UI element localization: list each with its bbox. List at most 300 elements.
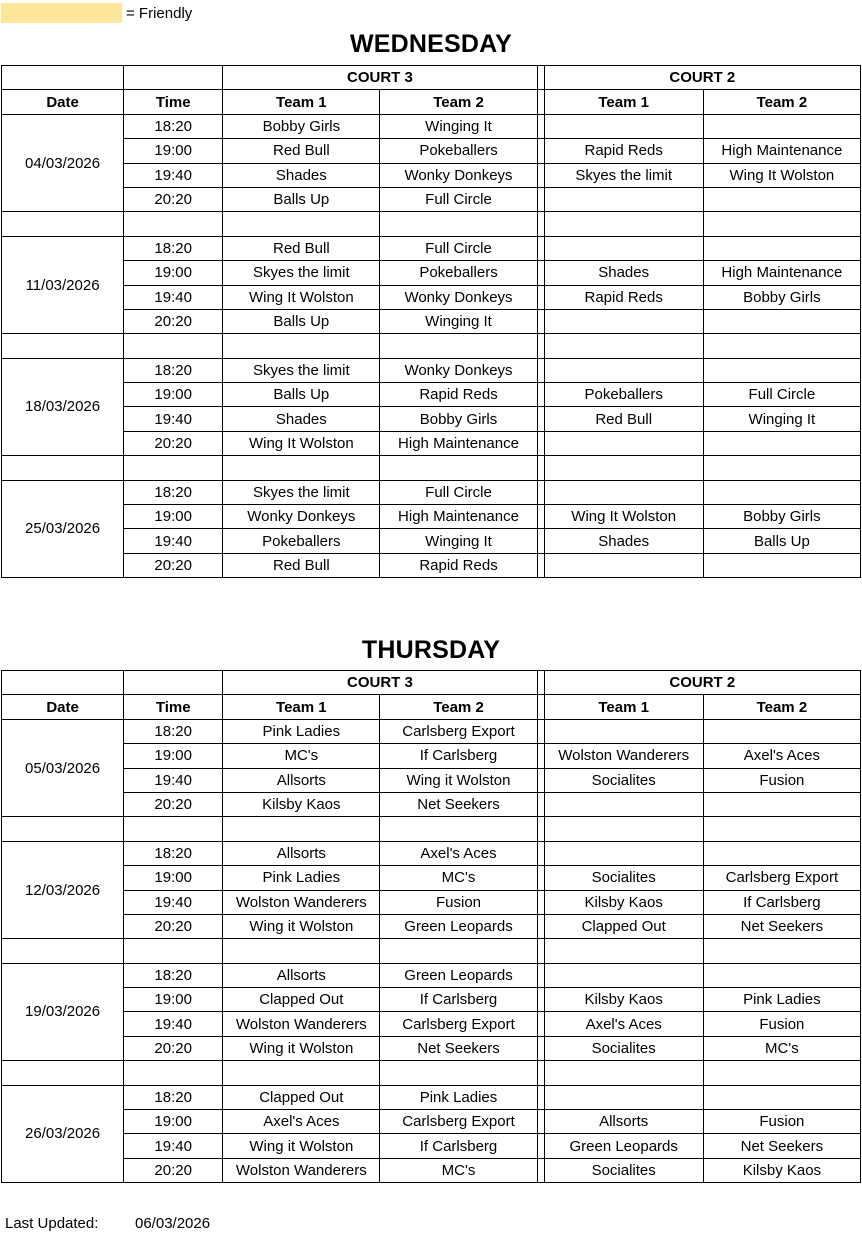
court2-team1-cell: Pokeballers — [544, 383, 703, 407]
court-gap — [537, 553, 544, 577]
time-cell: 19:00 — [124, 505, 223, 529]
spacer-cell — [223, 939, 380, 963]
court-gap — [537, 744, 544, 768]
fixture-row — [2, 505, 861, 529]
court3-team1-cell: Skyes the limit — [223, 480, 380, 504]
court-gap — [537, 890, 544, 914]
fixture-row — [2, 914, 861, 938]
court2-team1-cell: Shades — [544, 529, 703, 553]
court-gap — [537, 480, 544, 504]
spacer-cell — [703, 817, 860, 841]
time-cell: 19:00 — [124, 139, 223, 163]
court2-team1-cell — [544, 309, 703, 333]
court2-team2-cell: High Maintenance — [703, 139, 860, 163]
court3-team1-cell: Wing it Wolston — [223, 914, 380, 938]
last-updated-label: Last Updated: — [5, 1215, 99, 1232]
court2-team2-cell: If Carlsberg — [703, 890, 860, 914]
time-cell: 20:20 — [124, 309, 223, 333]
court-gap — [537, 90, 544, 114]
fixture-row — [2, 139, 861, 163]
court3-header: COURT 3 — [223, 66, 537, 90]
date-cell: 12/03/2026 — [2, 841, 124, 939]
spacer-cell — [124, 939, 223, 963]
time-cell: 19:00 — [124, 744, 223, 768]
court3-team2-cell: Wing it Wolston — [380, 768, 537, 792]
court2-team1-cell: Wolston Wanderers — [544, 744, 703, 768]
date-cell: 04/03/2026 — [2, 114, 124, 212]
court3-team1-cell: Balls Up — [223, 309, 380, 333]
fixture-row — [2, 963, 861, 987]
court2-team1-cell: Clapped Out — [544, 914, 703, 938]
spacer-cell — [544, 939, 703, 963]
fixture-row — [2, 792, 861, 816]
time-cell: 20:20 — [124, 1036, 223, 1060]
fixture-row — [2, 431, 861, 455]
court-gap — [537, 1158, 544, 1182]
court2-team1-cell: Kilsby Kaos — [544, 890, 703, 914]
court3-team1-cell: Wing it Wolston — [223, 1036, 380, 1060]
court3-team2-cell: Winging It — [380, 309, 537, 333]
court-gap — [537, 841, 544, 865]
spacer-cell — [2, 456, 124, 480]
fixture-row — [2, 719, 861, 743]
court2-team1-cell — [544, 1085, 703, 1109]
court-gap — [537, 768, 544, 792]
court3-team2-cell: Winging It — [380, 114, 537, 138]
fixture-row — [2, 407, 861, 431]
court2-team1-cell: Kilsby Kaos — [544, 988, 703, 1012]
spacer-row — [2, 939, 861, 963]
date-cell: 25/03/2026 — [2, 480, 124, 578]
court-gap — [537, 358, 544, 382]
court3-team2-cell: Net Seekers — [380, 1036, 537, 1060]
court2-team1-cell: Axel's Aces — [544, 1012, 703, 1036]
spacer-cell — [2, 212, 124, 236]
court3-team2-cell: High Maintenance — [380, 431, 537, 455]
court-gap — [537, 939, 544, 963]
court-gap — [537, 817, 544, 841]
court2-team2-cell: Net Seekers — [703, 914, 860, 938]
court3-team2-cell: Winging It — [380, 529, 537, 553]
court-gap — [537, 187, 544, 211]
court3-team2-cell: If Carlsberg — [380, 1134, 537, 1158]
court3-team2-cell: Pokeballers — [380, 139, 537, 163]
court2-team1-cell: Socialites — [544, 1036, 703, 1060]
spacer-cell — [380, 334, 537, 358]
blank-header-cell — [2, 671, 124, 695]
time-cell: 19:40 — [124, 285, 223, 309]
court2-team2-cell — [703, 309, 860, 333]
court2-team2-cell: Kilsby Kaos — [703, 1158, 860, 1182]
court3-team2-cell: Wonky Donkeys — [380, 358, 537, 382]
blank-header-cell — [2, 66, 124, 90]
court2-team2-cell: MC's — [703, 1036, 860, 1060]
time-cell: 19:00 — [124, 383, 223, 407]
court3-team2-cell: MC's — [380, 1158, 537, 1182]
court2-team1-cell: Rapid Reds — [544, 139, 703, 163]
court3-team1-header: Team 1 — [223, 90, 380, 114]
court2-team1-cell: Skyes the limit — [544, 163, 703, 187]
court2-team1-cell — [544, 431, 703, 455]
spacer-cell — [703, 939, 860, 963]
court3-team1-cell: Kilsby Kaos — [223, 792, 380, 816]
court2-team1-header: Team 1 — [544, 90, 703, 114]
court3-team1-cell: Axel's Aces — [223, 1110, 380, 1134]
court3-team2-cell: Carlsberg Export — [380, 1110, 537, 1134]
spacer-cell — [380, 456, 537, 480]
time-cell: 20:20 — [124, 187, 223, 211]
court3-team1-cell: Wolston Wanderers — [223, 1158, 380, 1182]
court2-team1-cell: Socialites — [544, 866, 703, 890]
fixture-row — [2, 1134, 861, 1158]
spacer-cell — [703, 1061, 860, 1085]
fixture-row — [2, 529, 861, 553]
fixture-row — [2, 236, 861, 260]
court-gap — [537, 334, 544, 358]
spacer-cell — [544, 334, 703, 358]
court2-team2-cell — [703, 480, 860, 504]
wednesday-title: WEDNESDAY — [349, 30, 513, 58]
court-gap — [537, 505, 544, 529]
time-cell: 18:20 — [124, 358, 223, 382]
court2-team1-header: Team 1 — [544, 695, 703, 719]
spacer-cell — [124, 817, 223, 841]
fixture-row — [2, 744, 861, 768]
spacer-cell — [223, 212, 380, 236]
court2-team2-cell — [703, 236, 860, 260]
court-gap — [537, 1085, 544, 1109]
spacer-cell — [703, 212, 860, 236]
time-cell: 19:40 — [124, 768, 223, 792]
court2-team2-cell — [703, 1085, 860, 1109]
court3-team1-cell: Bobby Girls — [223, 114, 380, 138]
court2-team2-cell — [703, 114, 860, 138]
court3-team1-cell: Clapped Out — [223, 1085, 380, 1109]
court3-team1-cell: Balls Up — [223, 383, 380, 407]
court-header-row — [2, 671, 861, 695]
spacer-cell — [544, 456, 703, 480]
court-gap — [537, 792, 544, 816]
time-cell: 20:20 — [124, 553, 223, 577]
court3-team2-cell: Net Seekers — [380, 792, 537, 816]
court3-team1-cell: Skyes the limit — [223, 261, 380, 285]
spacer-cell — [544, 1061, 703, 1085]
court-gap — [537, 66, 544, 90]
court2-team1-cell: Socialites — [544, 1158, 703, 1182]
court2-team2-cell: Pink Ladies — [703, 988, 860, 1012]
fixture-row — [2, 383, 861, 407]
fixture-row — [2, 358, 861, 382]
fixture-row — [2, 768, 861, 792]
court3-team1-cell: Wolston Wanderers — [223, 1012, 380, 1036]
date-column-header: Date — [2, 695, 124, 719]
time-cell: 18:20 — [124, 963, 223, 987]
spacer-cell — [544, 212, 703, 236]
court3-team1-cell: MC's — [223, 744, 380, 768]
fixture-row — [2, 1085, 861, 1109]
court-gap — [537, 963, 544, 987]
blank-header-cell — [124, 671, 223, 695]
time-cell: 18:20 — [124, 1085, 223, 1109]
court2-team2-cell: Fusion — [703, 768, 860, 792]
court3-team1-cell: Allsorts — [223, 963, 380, 987]
court2-header: COURT 2 — [544, 66, 860, 90]
court2-team2-cell — [703, 792, 860, 816]
court3-team1-header: Team 1 — [223, 695, 380, 719]
court3-team2-cell: Pokeballers — [380, 261, 537, 285]
spacer-cell — [124, 212, 223, 236]
court3-team1-cell: Allsorts — [223, 841, 380, 865]
fixture-row — [2, 309, 861, 333]
court3-team1-cell: Skyes the limit — [223, 358, 380, 382]
court-gap — [537, 866, 544, 890]
court2-team2-cell: Axel's Aces — [703, 744, 860, 768]
court3-team2-cell: If Carlsberg — [380, 744, 537, 768]
court3-team1-cell: Red Bull — [223, 236, 380, 260]
court-gap — [537, 407, 544, 431]
court-gap — [537, 139, 544, 163]
court2-team2-cell: Full Circle — [703, 383, 860, 407]
time-cell: 19:00 — [124, 988, 223, 1012]
court-gap — [537, 431, 544, 455]
thursday-title: THURSDAY — [361, 636, 501, 664]
court2-team1-cell: Green Leopards — [544, 1134, 703, 1158]
legend-label: = Friendly — [126, 4, 193, 22]
time-cell: 20:20 — [124, 914, 223, 938]
friendly-color-swatch — [1, 3, 122, 23]
fixture-row — [2, 890, 861, 914]
court-gap — [537, 1134, 544, 1158]
fixture-row — [2, 988, 861, 1012]
court3-team2-cell: Axel's Aces — [380, 841, 537, 865]
court3-team1-cell: Pink Ladies — [223, 719, 380, 743]
court-gap — [537, 114, 544, 138]
court-gap — [537, 1036, 544, 1060]
court2-team2-cell: Winging It — [703, 407, 860, 431]
court2-team1-cell — [544, 358, 703, 382]
court2-team2-cell — [703, 963, 860, 987]
court-gap — [537, 261, 544, 285]
court3-team2-cell: Rapid Reds — [380, 553, 537, 577]
time-cell: 19:40 — [124, 1134, 223, 1158]
court2-team1-cell: Allsorts — [544, 1110, 703, 1134]
spacer-cell — [223, 1061, 380, 1085]
fixture-row — [2, 163, 861, 187]
date-cell: 19/03/2026 — [2, 963, 124, 1061]
time-cell: 19:40 — [124, 407, 223, 431]
spacer-cell — [703, 334, 860, 358]
time-column-header: Time — [124, 90, 223, 114]
fixture-row — [2, 1158, 861, 1182]
court2-team2-cell: High Maintenance — [703, 261, 860, 285]
court3-team2-cell: Green Leopards — [380, 963, 537, 987]
date-cell: 11/03/2026 — [2, 236, 124, 334]
court2-team1-cell — [544, 841, 703, 865]
court3-team1-cell: Allsorts — [223, 768, 380, 792]
time-column-header: Time — [124, 695, 223, 719]
fixture-row — [2, 187, 861, 211]
spacer-cell — [380, 212, 537, 236]
court2-team2-header: Team 2 — [703, 90, 860, 114]
date-cell: 05/03/2026 — [2, 719, 124, 817]
time-cell: 19:00 — [124, 866, 223, 890]
court-gap — [537, 988, 544, 1012]
court-gap — [537, 719, 544, 743]
court3-team2-cell: If Carlsberg — [380, 988, 537, 1012]
court3-team2-cell: Wonky Donkeys — [380, 163, 537, 187]
spacer-cell — [124, 1061, 223, 1085]
court-gap — [537, 1061, 544, 1085]
footer — [5, 1215, 211, 1232]
time-cell: 20:20 — [124, 792, 223, 816]
time-cell: 18:20 — [124, 236, 223, 260]
time-cell: 20:20 — [124, 431, 223, 455]
spacer-cell — [2, 817, 124, 841]
court2-team2-cell: Bobby Girls — [703, 505, 860, 529]
spacer-cell — [544, 817, 703, 841]
court2-team2-cell — [703, 553, 860, 577]
time-cell: 18:20 — [124, 480, 223, 504]
court3-team2-cell: Carlsberg Export — [380, 719, 537, 743]
time-cell: 18:20 — [124, 114, 223, 138]
court2-header: COURT 2 — [544, 671, 860, 695]
court-gap — [537, 285, 544, 309]
court2-team2-cell: Carlsberg Export — [703, 866, 860, 890]
court2-team2-cell: Fusion — [703, 1110, 860, 1134]
court-gap — [537, 163, 544, 187]
court2-team2-cell — [703, 358, 860, 382]
court3-team2-cell: Full Circle — [380, 480, 537, 504]
fixture-row — [2, 866, 861, 890]
fixture-row — [2, 285, 861, 309]
court-gap — [537, 456, 544, 480]
time-cell: 19:40 — [124, 890, 223, 914]
court3-team2-cell: Full Circle — [380, 236, 537, 260]
spacer-cell — [124, 456, 223, 480]
time-cell: 19:40 — [124, 529, 223, 553]
spacer-row — [2, 334, 861, 358]
court3-team1-cell: Red Bull — [223, 553, 380, 577]
court3-team2-cell: High Maintenance — [380, 505, 537, 529]
court3-team1-cell: Balls Up — [223, 187, 380, 211]
time-cell: 19:40 — [124, 1012, 223, 1036]
court-gap — [537, 1110, 544, 1134]
court-gap — [537, 383, 544, 407]
blank-header-cell — [124, 66, 223, 90]
time-cell: 20:20 — [124, 1158, 223, 1182]
spacer-cell — [2, 334, 124, 358]
court2-team1-cell — [544, 187, 703, 211]
court-gap — [537, 671, 544, 695]
court2-team1-cell — [544, 553, 703, 577]
fixture-row — [2, 553, 861, 577]
court3-team2-header: Team 2 — [380, 90, 537, 114]
court3-team2-cell: Green Leopards — [380, 914, 537, 938]
spacer-row — [2, 1061, 861, 1085]
court2-team2-cell: Fusion — [703, 1012, 860, 1036]
spacer-cell — [380, 939, 537, 963]
court2-team2-cell — [703, 431, 860, 455]
court3-header: COURT 3 — [223, 671, 537, 695]
court3-team2-cell: Wonky Donkeys — [380, 285, 537, 309]
court2-team1-cell — [544, 792, 703, 816]
court2-team2-cell: Bobby Girls — [703, 285, 860, 309]
fixture-row — [2, 114, 861, 138]
court2-team1-cell: Rapid Reds — [544, 285, 703, 309]
court3-team1-cell: Pink Ladies — [223, 866, 380, 890]
fixture-row — [2, 841, 861, 865]
court3-team1-cell: Wolston Wanderers — [223, 890, 380, 914]
column-header-row — [2, 695, 861, 719]
time-cell: 19:40 — [124, 163, 223, 187]
time-cell: 18:20 — [124, 841, 223, 865]
date-column-header: Date — [2, 90, 124, 114]
spacer-cell — [223, 817, 380, 841]
court-gap — [537, 236, 544, 260]
time-cell: 19:00 — [124, 261, 223, 285]
court2-team1-cell: Red Bull — [544, 407, 703, 431]
court3-team2-cell: Bobby Girls — [380, 407, 537, 431]
thursday-schedule-table — [1, 670, 861, 1183]
spacer-cell — [223, 456, 380, 480]
last-updated-value: 06/03/2026 — [135, 1215, 211, 1232]
court3-team1-cell: Wing It Wolston — [223, 285, 380, 309]
court2-team2-cell — [703, 841, 860, 865]
court2-team1-cell — [544, 719, 703, 743]
court3-team2-cell: Pink Ladies — [380, 1085, 537, 1109]
court3-team1-cell: Pokeballers — [223, 529, 380, 553]
time-cell: 19:00 — [124, 1110, 223, 1134]
court2-team1-cell — [544, 963, 703, 987]
spacer-cell — [703, 456, 860, 480]
court-gap — [537, 529, 544, 553]
time-cell: 18:20 — [124, 719, 223, 743]
fixture-row — [2, 1012, 861, 1036]
spacer-cell — [223, 334, 380, 358]
court3-team1-cell: Shades — [223, 407, 380, 431]
court3-team2-cell: Carlsberg Export — [380, 1012, 537, 1036]
court3-team1-cell: Wing it Wolston — [223, 1134, 380, 1158]
court3-team1-cell: Red Bull — [223, 139, 380, 163]
fixture-row — [2, 480, 861, 504]
court3-team2-header: Team 2 — [380, 695, 537, 719]
fixture-row — [2, 1110, 861, 1134]
court3-team2-cell: Fusion — [380, 890, 537, 914]
court2-team2-cell: Net Seekers — [703, 1134, 860, 1158]
court-gap — [537, 914, 544, 938]
court3-team2-cell: Rapid Reds — [380, 383, 537, 407]
date-cell: 18/03/2026 — [2, 358, 124, 456]
column-header-row — [2, 90, 861, 114]
court2-team1-cell — [544, 480, 703, 504]
court2-team2-cell — [703, 719, 860, 743]
spacer-cell — [2, 939, 124, 963]
court3-team1-cell: Wonky Donkeys — [223, 505, 380, 529]
spacer-cell — [124, 334, 223, 358]
court2-team1-cell: Wing It Wolston — [544, 505, 703, 529]
fixture-row — [2, 1036, 861, 1060]
court2-team1-cell — [544, 114, 703, 138]
court3-team2-cell: Full Circle — [380, 187, 537, 211]
spacer-row — [2, 456, 861, 480]
spacer-row — [2, 212, 861, 236]
court-header-row — [2, 66, 861, 90]
legend — [1, 3, 192, 23]
spacer-row — [2, 817, 861, 841]
court3-team1-cell: Wing It Wolston — [223, 431, 380, 455]
court2-team1-cell: Socialites — [544, 768, 703, 792]
wednesday-schedule-table — [1, 65, 861, 578]
